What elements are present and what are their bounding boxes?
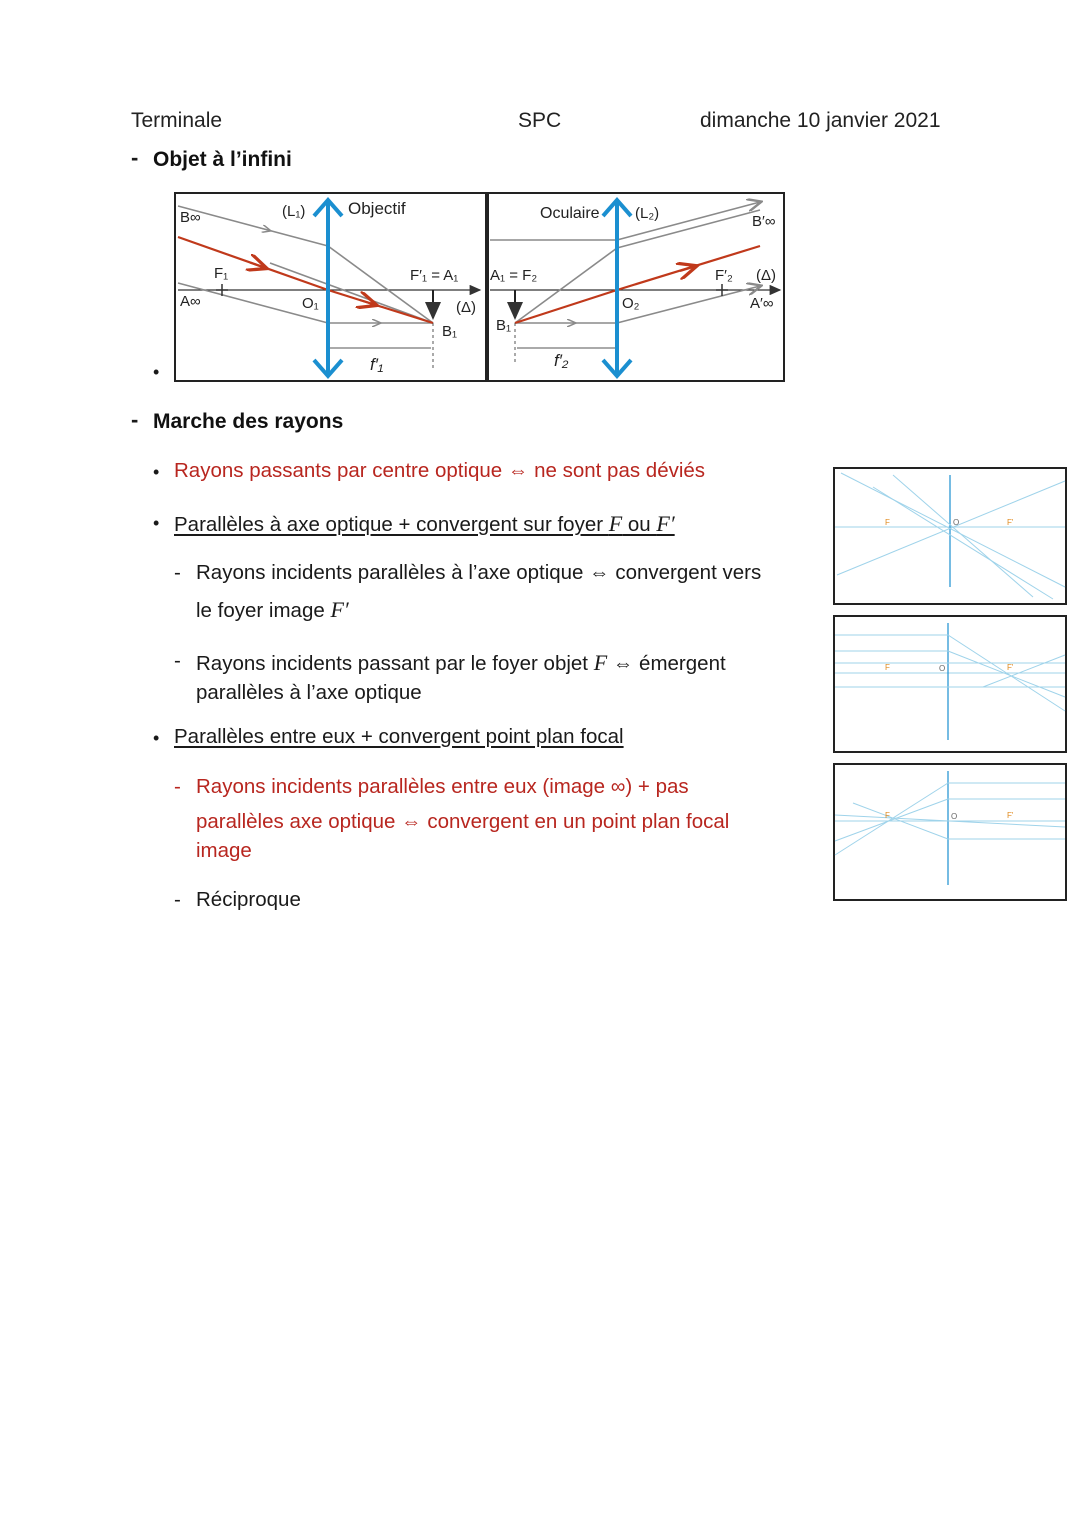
bullet-dot: • <box>153 513 160 533</box>
section-dash-2: - <box>131 407 139 432</box>
sub-rayons-paralleles-axe: Rayons incidents parallèles à l’axe optique ⇔ convergent vers le foyer image F′ <box>196 561 762 622</box>
svg-text:F: F <box>885 663 890 672</box>
svg-text:F': F' <box>1007 518 1014 527</box>
label-bp-inf: B′∞ <box>752 213 776 230</box>
bullet-dot: • <box>153 462 160 482</box>
label-ap-inf: A′∞ <box>750 295 774 312</box>
section-title-marche: Marche des rayons <box>153 410 344 433</box>
label-focal-2: f′₂ <box>554 351 569 370</box>
sub-dash: - <box>174 775 181 798</box>
svg-text:F': F' <box>1007 663 1014 672</box>
label-objectif: Objectif <box>348 199 406 218</box>
sub-dash: - <box>174 649 181 672</box>
sub-rayons-foyer-objet: Rayons incidents passant par le foyer objet F ⇔ émergent parallèles à l’axe optique <box>196 650 726 704</box>
label-o1: O₁ <box>302 295 319 312</box>
red-ray-2 <box>515 290 617 323</box>
label-f1p-a1: F′₁ = A₁ <box>410 267 459 284</box>
label-axis-1: (Δ) <box>456 299 477 316</box>
thumb-paralleles-axe <box>833 615 1067 753</box>
label-a1-f2: A₁ = F₂ <box>490 267 538 284</box>
label-oculaire: Oculaire <box>540 205 600 222</box>
label-axis-2: (Δ) <box>756 267 777 284</box>
label-b1: B₁ <box>442 323 458 340</box>
section-dash: - <box>131 145 139 170</box>
sub-dash: - <box>174 561 181 584</box>
label-f1: F₁ <box>214 265 229 282</box>
label-o2: O₂ <box>622 295 640 312</box>
sub-dash: - <box>174 888 181 911</box>
telescope-diagram <box>170 188 790 388</box>
label-b-inf: B∞ <box>180 209 201 226</box>
svg-text:O: O <box>953 518 960 527</box>
sub-reciproque: Réciproque <box>196 888 301 911</box>
svg-text:F: F <box>885 518 890 527</box>
svg-text:F': F' <box>1007 811 1014 820</box>
label-focal-1: f′₁ <box>370 355 384 374</box>
thumb-centre-optique <box>833 467 1067 605</box>
sub-rayons-paralleles-entre-eux: Rayons incidents parallèles entre eux (image ∞) + pas parallèles axe optique ⇔ convergent en un point plan focal image <box>196 775 730 862</box>
bullet-centre-optique: Rayons passants par centre optique ⇔ ne sont pas déviés <box>174 459 706 482</box>
svg-text:F: F <box>885 811 890 820</box>
label-l1: (L₁) <box>282 203 306 220</box>
svg-text:O: O <box>939 664 946 673</box>
label-l2: (L₂) <box>635 205 660 222</box>
svg-text:O: O <box>951 812 958 821</box>
header-date: dimanche 10 janvier 2021 <box>700 109 941 132</box>
header-subject: SPC <box>518 109 562 132</box>
bullet-paralleles-entre-eux: Parallèles entre eux + convergent point plan focal <box>174 725 624 748</box>
bullet-paralleles-axe: Parallèles à axe optique + convergent sur foyer F ou F′ <box>174 511 675 536</box>
label-f2p: F′₂ <box>715 267 733 284</box>
section-title-objet: Objet à l’infini <box>153 148 292 171</box>
thumb-paralleles-entre-eux <box>833 763 1067 901</box>
label-b1-2: B₁ <box>496 317 512 334</box>
label-a-inf: A∞ <box>180 293 201 310</box>
bullet-dot: • <box>153 362 160 382</box>
bullet-dot: • <box>153 728 160 748</box>
header-level: Terminale <box>131 109 223 132</box>
